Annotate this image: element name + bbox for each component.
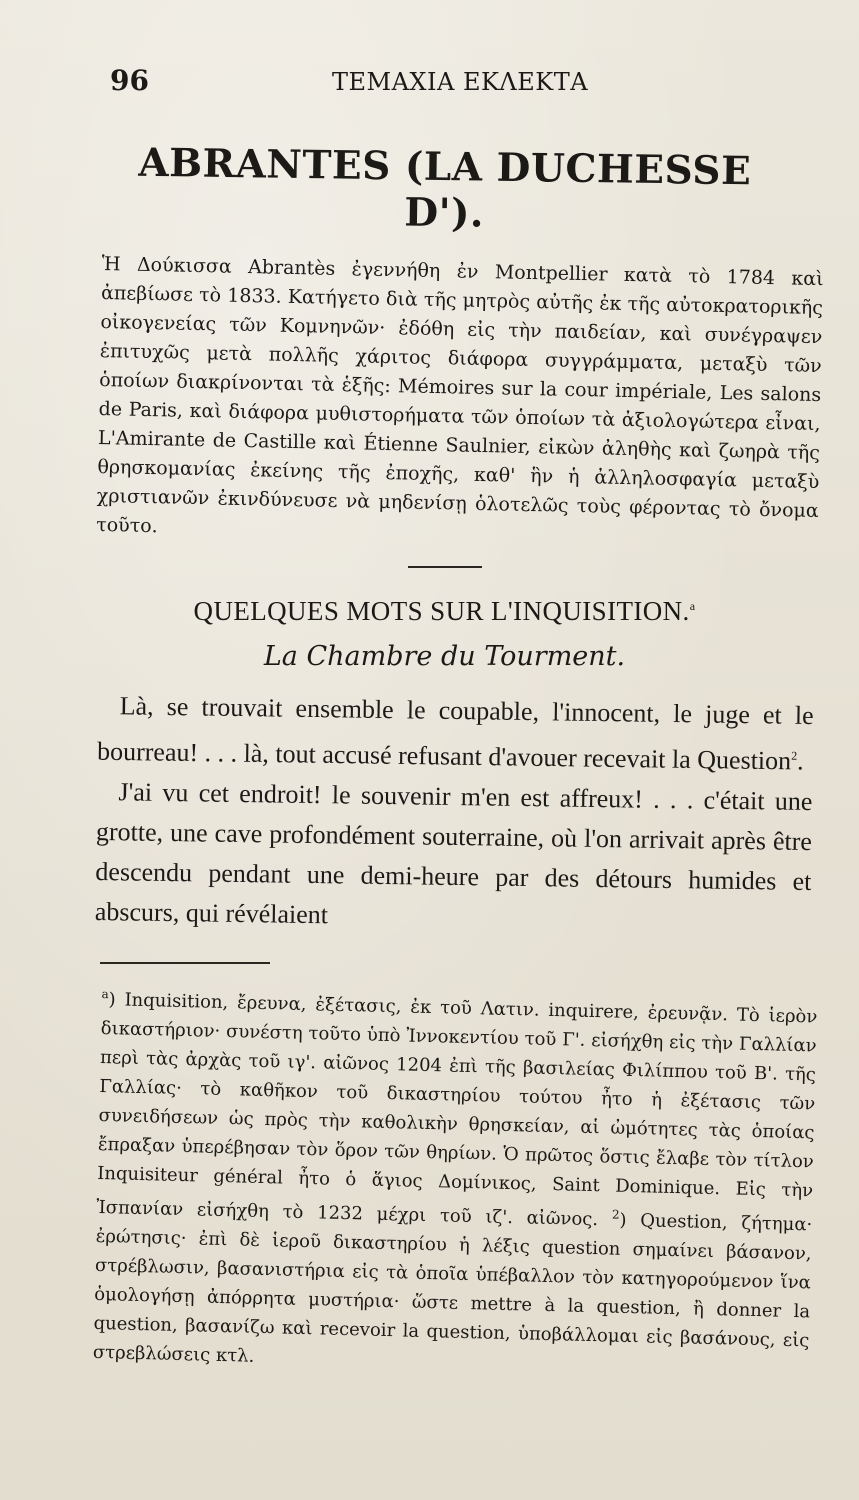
footnote	[93, 980, 818, 1384]
author-biography: Ἡ Δούκισσα Abrantès ἐγεννήθη ἐν Montpellier κατὰ τὸ 1784 καὶ ἀπεβίωσε τὸ 1833. Κατήγετο διὰ τῆς μητρὸς αὐτῆς ἐκ τῆς αὐτοκρατορικῆς οἰκογενείας τῶν Κομνηνῶν· ἐδόθη εἰς τὴν παιδείαν, καὶ συνέγραψεν ἐπιτυχῶς μετὰ πολλῆς χάριτος διάφορα συγγράμματα, μεταξὺ τῶν ὁποίων διακρίνονται τὰ ἑξῆς: Mémoires sur la cour impériale, Les salons de Paris, καὶ διάφορα μυθιστορήματα τῶν ὁποίων τὰ ἀξιολογώτερα εἶναι, L'Amirante de Castille καὶ Étienne Saulnier, εἰκὼν ἀληθὴς καὶ ζωηρὰ τῆς θρησκομανίας ἐκείνης τῆς ἐποχῆς, καθ' ἣν ἡ ἀλληλοσφαγία μεταξὺ χριστιανῶν ἐκινδύνευσε νὰ μηδενίσῃ ὁλοτελῶς τοὺς φέροντας τὸ ὄνομα τοῦτο.	[96, 252, 824, 538]
paragraph-end: .	[796, 746, 804, 776]
running-head: ΤΕΜΑΧΙΑ ΕΚΛΕΚΤΑ	[332, 68, 589, 96]
paragraph: J'ai vu cet endroit! le souvenir m'en est affreux! . . . c'était une grotte, une cave profondément souterraine, où l'on arrivait après être descendu pendant une demi-heure par des détours humides et abscurs, qui révélaient	[94, 776, 813, 929]
footnotes	[93, 980, 818, 1384]
section-divider	[408, 566, 482, 568]
footnote-rule	[100, 962, 270, 964]
section-subtitle: La Chambre du Tourment.	[263, 641, 626, 672]
section-title	[92, 596, 797, 627]
footnote-mark: 2	[611, 1207, 620, 1222]
body-text	[95, 686, 814, 942]
paragraph-text: Là, se trouvait ensemble le coupable, l'innocent, le juge et le bourreau! . . . là, tout accusé refusant d'avouer recevait la Question	[96, 691, 814, 776]
footnote-mark: a	[101, 986, 109, 1001]
footnote-ref-a: a	[689, 599, 696, 613]
page-header	[92, 58, 797, 108]
article-title: ABRANTES (LA DUCHESSE D').	[138, 139, 752, 237]
footnote-ref-2: 2	[791, 748, 798, 763]
footnote-text: ) Inquisition, ἔρευνα, ἐξέτασις, ἐκ τοῦ Λατιν. inquirere, ἐρευνᾷν. Τὸ ἱερὸν δικαστήριον· συνέστη τοῦτο ὑπὸ Ἰννοκεντίου τοῦ Γ'. εἰσήχθη εἰς τὴν Γαλλίαν περὶ τὰς ἀρχὰς τοῦ ιγ'. αἰῶνος 1204 ἐπὶ τῆς βασιλείας Φιλίππου τοῦ Β'. τῆς Γαλλίας· τὸ καθῆκον τοῦ δικαστηρίου τούτου ἦτο ἡ ἐξέτασις τῶν συνειδήσεων ὡς πρὸς τὴν καθολικὴν θρησκείαν, αἱ ὠμότητες τὰς ὁποίας ἔπραξαν ὑπερέβησαν τὸν ὅρον τῶν θηρίων. Ὁ πρῶτος ὅστις ἔλαβε τὸν τίτλον Inquisiteur général ἦτο ὁ ἅγιος Δομίνικος, Saint Dominique. Εἰς τὴν Ἰσπανίαν εἰσήχθη τὸ 1232 μέχρι τοῦ ιζ'. αἰῶνος.	[96, 988, 818, 1230]
section-title-text: QUELQUES MOTS SUR L'INQUISITION.	[193, 596, 690, 626]
footnote-text: ) Question, ζήτημα· ἐρώτησις· ἐπὶ δὲ ἱεροῦ δικαστηρίου ἡ λέξις question σημαίνει βάσανον, στρέβλωσιν, βασανιστήρια εἰς τὰ ὁποῖα ὑπέβαλλον τὸν κατηγορούμενον ἵνα ὁμολογήσῃ ἀπόρρητα μυστήρια· ὥστε mettre à la question, ἢ donner la question, βασανίζω καὶ recevoir la question, ὑποβάλλομαι εἰς βασάνους, εἰς στρεβλώσεις κτλ.	[92, 1209, 813, 1367]
page-number: 96	[110, 64, 149, 97]
paragraph	[97, 686, 814, 782]
